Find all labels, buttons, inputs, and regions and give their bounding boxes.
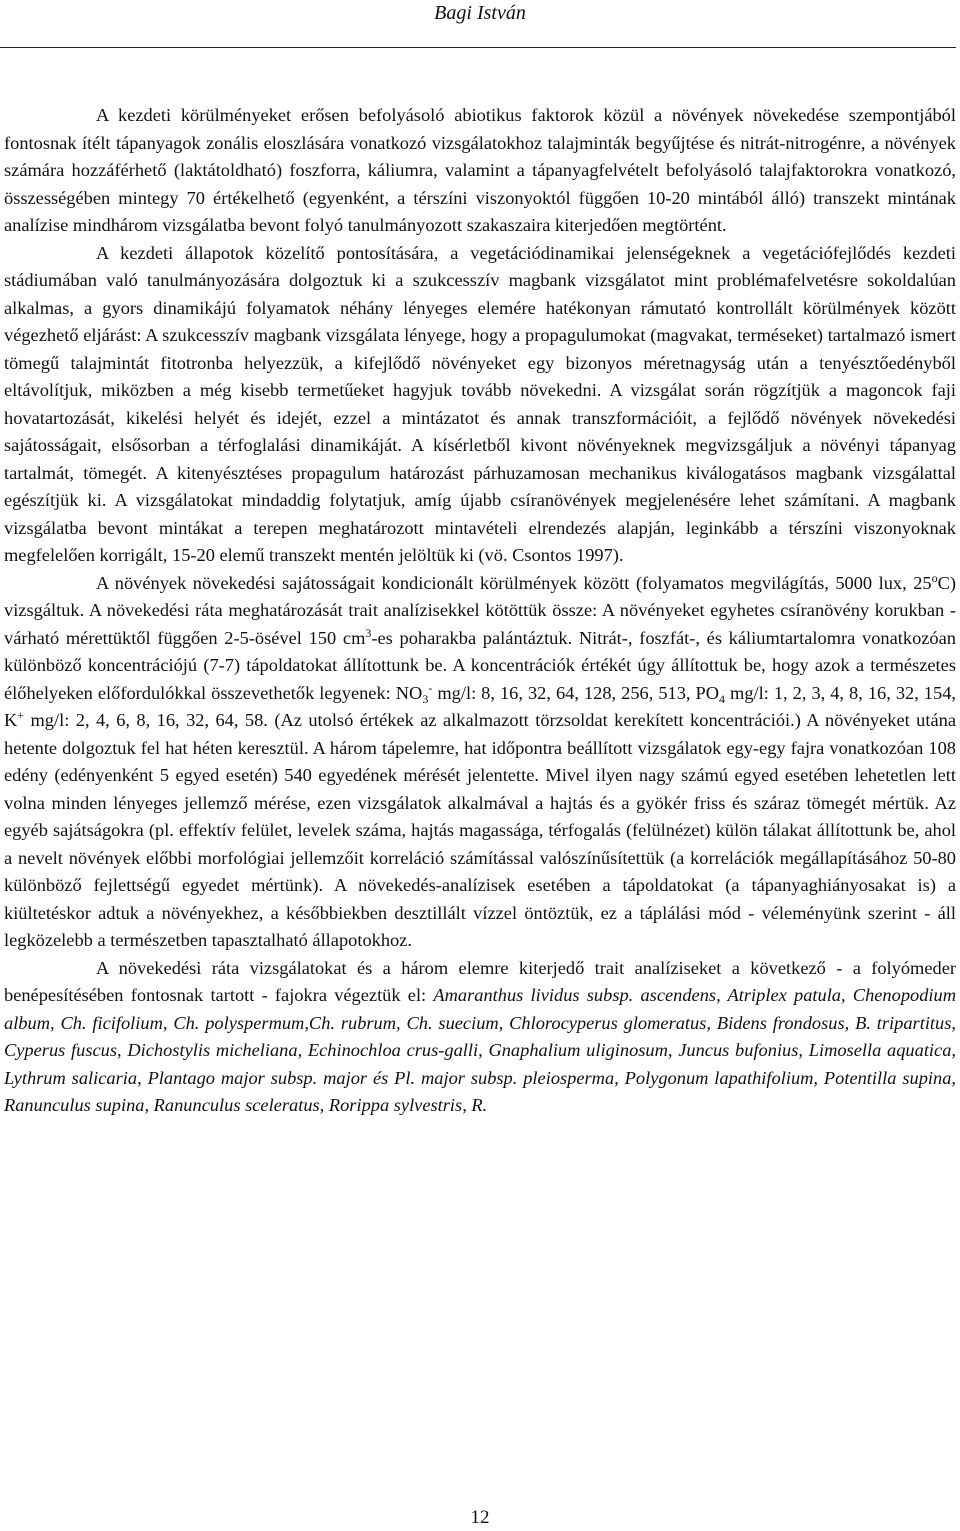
superscript-degree: o xyxy=(931,570,938,585)
text-run: mg/l: 1, 2, 3, 4, 8, 16, 32, 154, K xyxy=(4,682,956,730)
text-run: C) vizsgáltuk. A növekedési ráta meghatározását trait analízisekkel kötöttük össze: A növényeket egyhetes csíranövény korukban - várható mérettüktől függően 2-5-ösével 150 cm xyxy=(4,572,956,648)
superscript-nitrate-charge: - xyxy=(428,680,433,695)
text-run: mg/l: 2, 4, 6, 8, 16, 32, 64, 58. (Az utolsó értékek az alkalmazott törzsoldat kerekített koncentrációi.) A növényeket utána hetente dolgoztuk fel hat héten keresztül. A három tápelemre, hat időpontra beállított vizsgálatok egy-egy fajra vonatkozóan 108 edény (edényenként 5 egyed esetén) 540 egyedének mérését jelentette. Mivel ilyen nagy számú egyed esetében lehetetlen lett volna minden lényeges jellemző mérése, ezen vizsgálatok alkalmával a hajtás és a gyökér friss és száraz tömegét mértük. Az egyéb sajátságokra (pl. effektív felület, levelek száma, hajtás magassága, térfogalás (felülnézet) külön tálakat állítottunk be, ahol a nevelt növények előbbi morfológiai jellemzőit korreláció számítással valószínűsítettük (a korrelációk megállapításához 50-80 különböző fejlettségű egyedet mértünk). A növekedés-analízisek esetében a tápoldatokat (a tápanyaghiányosakat is) a kiültetéskor adtuk a növényekhez, a későbbiekben desztillált vízzel öntöztük, ez a táplálási mód - véleményünk szerint - áll legközelebb a természetben tapasztalható állapotokhoz. xyxy=(4,710,956,950)
paragraph-species-list xyxy=(4,955,956,1120)
text-run: A növekedési ráta vizsgálatokat és a három elemre kiterjedő trait analíziseket a következő - a folyómeder benépesítésében fontosnak tartott - fajokra végeztük el: xyxy=(4,957,956,1005)
text-run: A növények növekedési sajátosságait kondicionált körülmények között (folyamatos megvilágítás, 5000 lux, 25 xyxy=(96,572,932,593)
page-header xyxy=(0,0,960,50)
text-run: -es poharakba palántáztuk. Nitrát-, foszfát-, és káliumtartalomra vonatkozóan különböző koncentrációjú (7-7) tápoldatokat állítottunk be. A koncentrációk értékét úgy állítottuk be, hogy azok a természetes élőhelyeken előfordulókkal összevethetők legyenek: NO xyxy=(4,627,956,703)
superscript-potassium-charge: + xyxy=(17,708,25,722)
superscript-cubic: 3 xyxy=(365,625,372,640)
running-header-author: Bagi István xyxy=(434,2,526,24)
paragraph-seedbank-method: A kezdeti állapotok közelítő pontosítására, a vegetációdinamikai jelenségeknek a vegetációfejlődés kezdeti stádiumában való tanulmányozására dolgoztuk ki a szukcesszív magbank vizsgálatot mint problémafelvetésre sokoldalúan alkalmas, a gyors dinamikájú folyamatok néhány lényeges elemére hatékonyan rámutató kontrollált körülmények között végezhető eljárást: A szukcesszív magbank vizsgálata lényege, hogy a propagulumokat (magvakat, terméseket) tartalmazó ismert tömegű talajmintát fitotronba helyezzük, a kifejlődő növényeket egy bizonyos méretnagyság után a tenyésztőedényből eltávolítjuk, miközben a még kisebb termetűeket hagyjuk tovább növekedni. A vizsgálat során rögzítjük a magoncok faji hovatartozását, kikelési helyét és idejét, ezzel a mintázatot és annak transzformációit, a fejlődő növények növekedési sajátosságait, elsősorban a térfoglalási dinamikáját. A kísérletből kivont növényeknek megvizsgáljuk a növényi tápanyag tartalmát, tömegét. A kitenyésztéses propagulum határozást párhuzamosan mechanikus kiválogatásos magbank vizsgálattal egészítjük ki. A vizsgálatokat mindaddig folytatjuk, amíg újabb csíranövények megjelenésére lehet számítani. A magbank vizsgálatba bevont mintákat a terepen meghatározott mintavételi elrendezés alapján, leginkább a térszíni viszonyoknak megfelelően korrigált, 15-20 elemű transzekt mentén jelöltük ki (vö. Csontos 1997). xyxy=(4,242,956,565)
subscript-nitrate: 3 xyxy=(422,691,429,706)
species-names: Amaranthus lividus subsp. ascendens, Atriplex patula, Chenopodium album, Ch. ficifolium, Ch. polyspermum,Ch. rubrum, Ch. suecium, Chlorocyperus glomeratus, Bidens frondosus, B. tripartitus, Cyperus fuscus, Dichostylis micheliana, Echinochloa crus-galli, Gnaphalium uliginosum, Juncus bufonius, Limosella aquatica, Lythrum salicaria, Plantago major subsp. major és Pl. major subsp. pleiosperma, Polygonum lapathifolium, Potentilla supina, Ranunculus supina, Ranunculus sceleratus, Rorippa sylvestris, R. xyxy=(4,985,956,1115)
text-run: mg/l: 8, 16, 32, 64, 128, 256, 513, PO xyxy=(432,682,720,703)
paragraph-abiotic-factors: A kezdeti körülményeket erősen befolyásoló abiotikus faktorok közül a növények növekedése szempontjából fontosnak ítélt tápanyagok zonális eloszlására vonatkozó vizsgálatokhoz talajminták begyűjtése és nitrát-nitrogénre, a növények számára hozzáférhető (laktátoldható) foszforra, káliumra, valamint a tápanyagfelvételt befolyásoló talajfaktorokra vonatkozó, összességében mintegy 70 értékelhető (egyenként, a térszíni viszonyoktól függően 10-20 mintából álló) transzekt mintának analízise mindhárom vizsgálatba bevont folyó tanulmányozott szakaszaira kiterjedően megtörtént. xyxy=(4,105,956,235)
paragraph-growth-conditions xyxy=(4,570,956,955)
body-text xyxy=(4,102,956,1120)
subscript-phosphate: 4 xyxy=(719,691,726,706)
header-rule xyxy=(0,47,956,48)
page-number: 12 xyxy=(470,1507,490,1528)
